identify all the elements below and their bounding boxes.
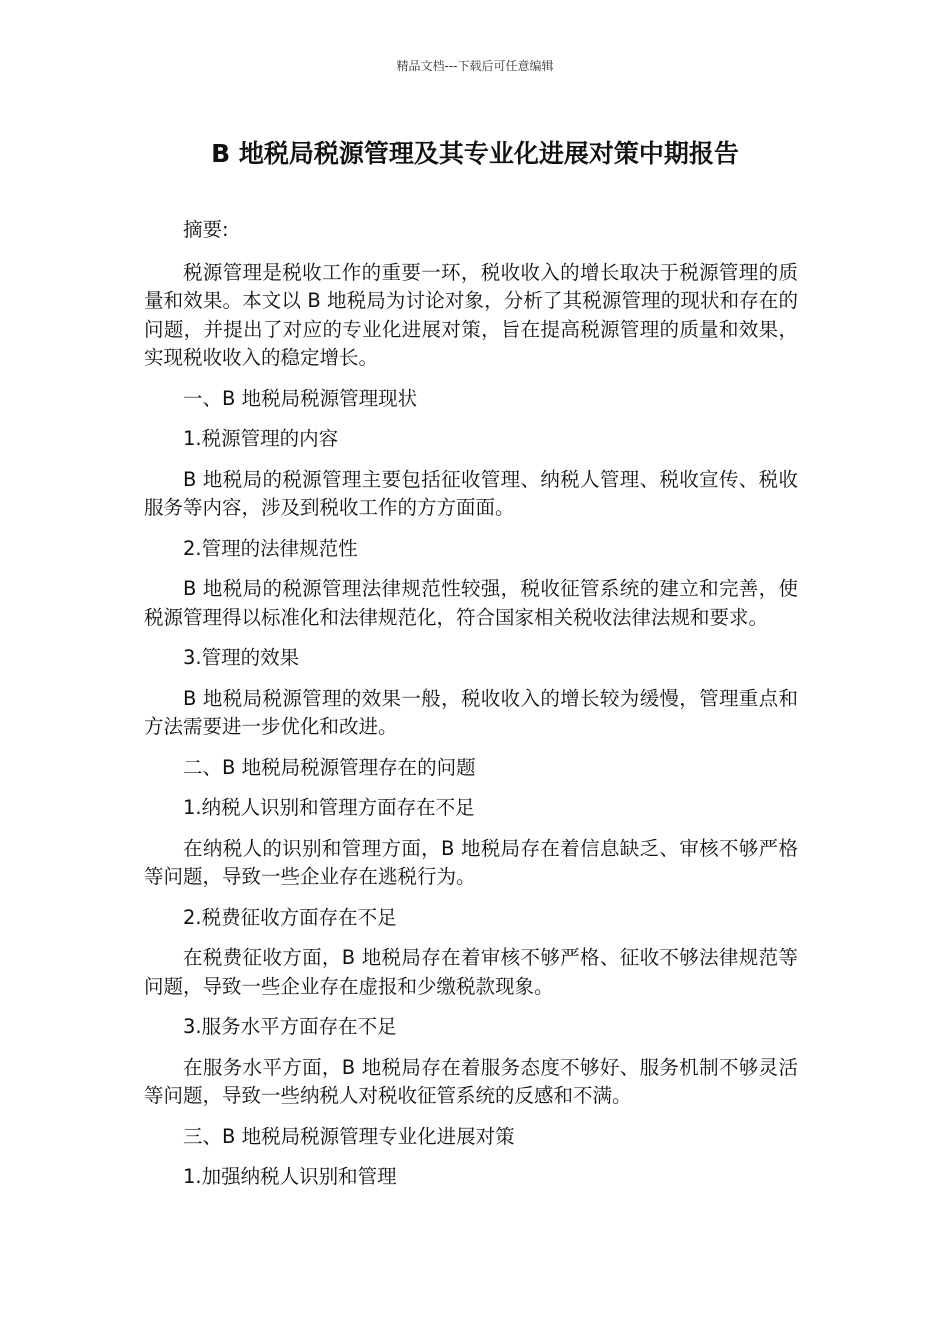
subsection-heading-2-3: 3.服务水平方面存在不足 bbox=[183, 1015, 397, 1038]
section-heading-1: 一、B 地税局税源管理现状 bbox=[183, 386, 418, 410]
body-paragraph: B 地税局税源管理的效果一般，税收收入的增长较为缓慢，管理重点和方法需要进一步优化和改进。 bbox=[144, 686, 798, 738]
abstract-label: 摘要: bbox=[183, 218, 229, 241]
abstract-paragraph: 税源管理是税收工作的重要一环，税收收入的增长取决于税源管理的质量和效果。本文以 B 地税局为讨论对象，分析了其税源管理的现状和存在的问题，并提出了对应的专业化进展对策，旨在提高税源管理的质量和效果，实现税收收入的稳定增长。 bbox=[144, 260, 798, 369]
document-title: B 地税局税源管理及其专业化进展对策中期报告 bbox=[211, 139, 739, 168]
subsection-heading-1-1: 1.税源管理的内容 bbox=[183, 427, 339, 450]
document-body bbox=[144, 216, 798, 1204]
section-heading-3: 三、B 地税局税源管理专业化进展对策 bbox=[183, 1124, 515, 1148]
body-paragraph: 在服务水平方面，B 地税局存在着服务态度不够好、服务机制不够灵活等问题，导致一些纳税人对税收征管系统的反感和不满。 bbox=[144, 1055, 798, 1107]
page-header-note: 精品文档---下载后可任意编辑 bbox=[396, 59, 554, 73]
subsection-heading-1-3: 3.管理的效果 bbox=[183, 646, 300, 669]
body-paragraph: B 地税局的税源管理法律规范性较强，税收征管系统的建立和完善，使税源管理得以标准化和法律规范化，符合国家相关税收法律法规和要求。 bbox=[144, 577, 798, 629]
body-paragraph: 在纳税人的识别和管理方面，B 地税局存在着信息缺乏、审核不够严格等问题，导致一些企业存在逃税行为。 bbox=[144, 836, 798, 888]
subsection-heading-2-1: 1.纳税人识别和管理方面存在不足 bbox=[183, 796, 475, 819]
section-heading-2: 二、B 地税局税源管理存在的问题 bbox=[183, 755, 476, 779]
body-paragraph: B 地税局的税源管理主要包括征收管理、纳税人管理、税收宣传、税收服务等内容，涉及到税收工作的方方面面。 bbox=[144, 467, 798, 519]
body-paragraph: 在税费征收方面，B 地税局存在着审核不够严格、征收不够法律规范等问题，导致一些企业存在虚报和少缴税款现象。 bbox=[144, 946, 798, 998]
subsection-heading-1-2: 2.管理的法律规范性 bbox=[183, 536, 358, 560]
subsection-heading-3-1: 1.加强纳税人识别和管理 bbox=[183, 1165, 397, 1188]
subsection-heading-2-2: 2.税费征收方面存在不足 bbox=[183, 905, 397, 929]
